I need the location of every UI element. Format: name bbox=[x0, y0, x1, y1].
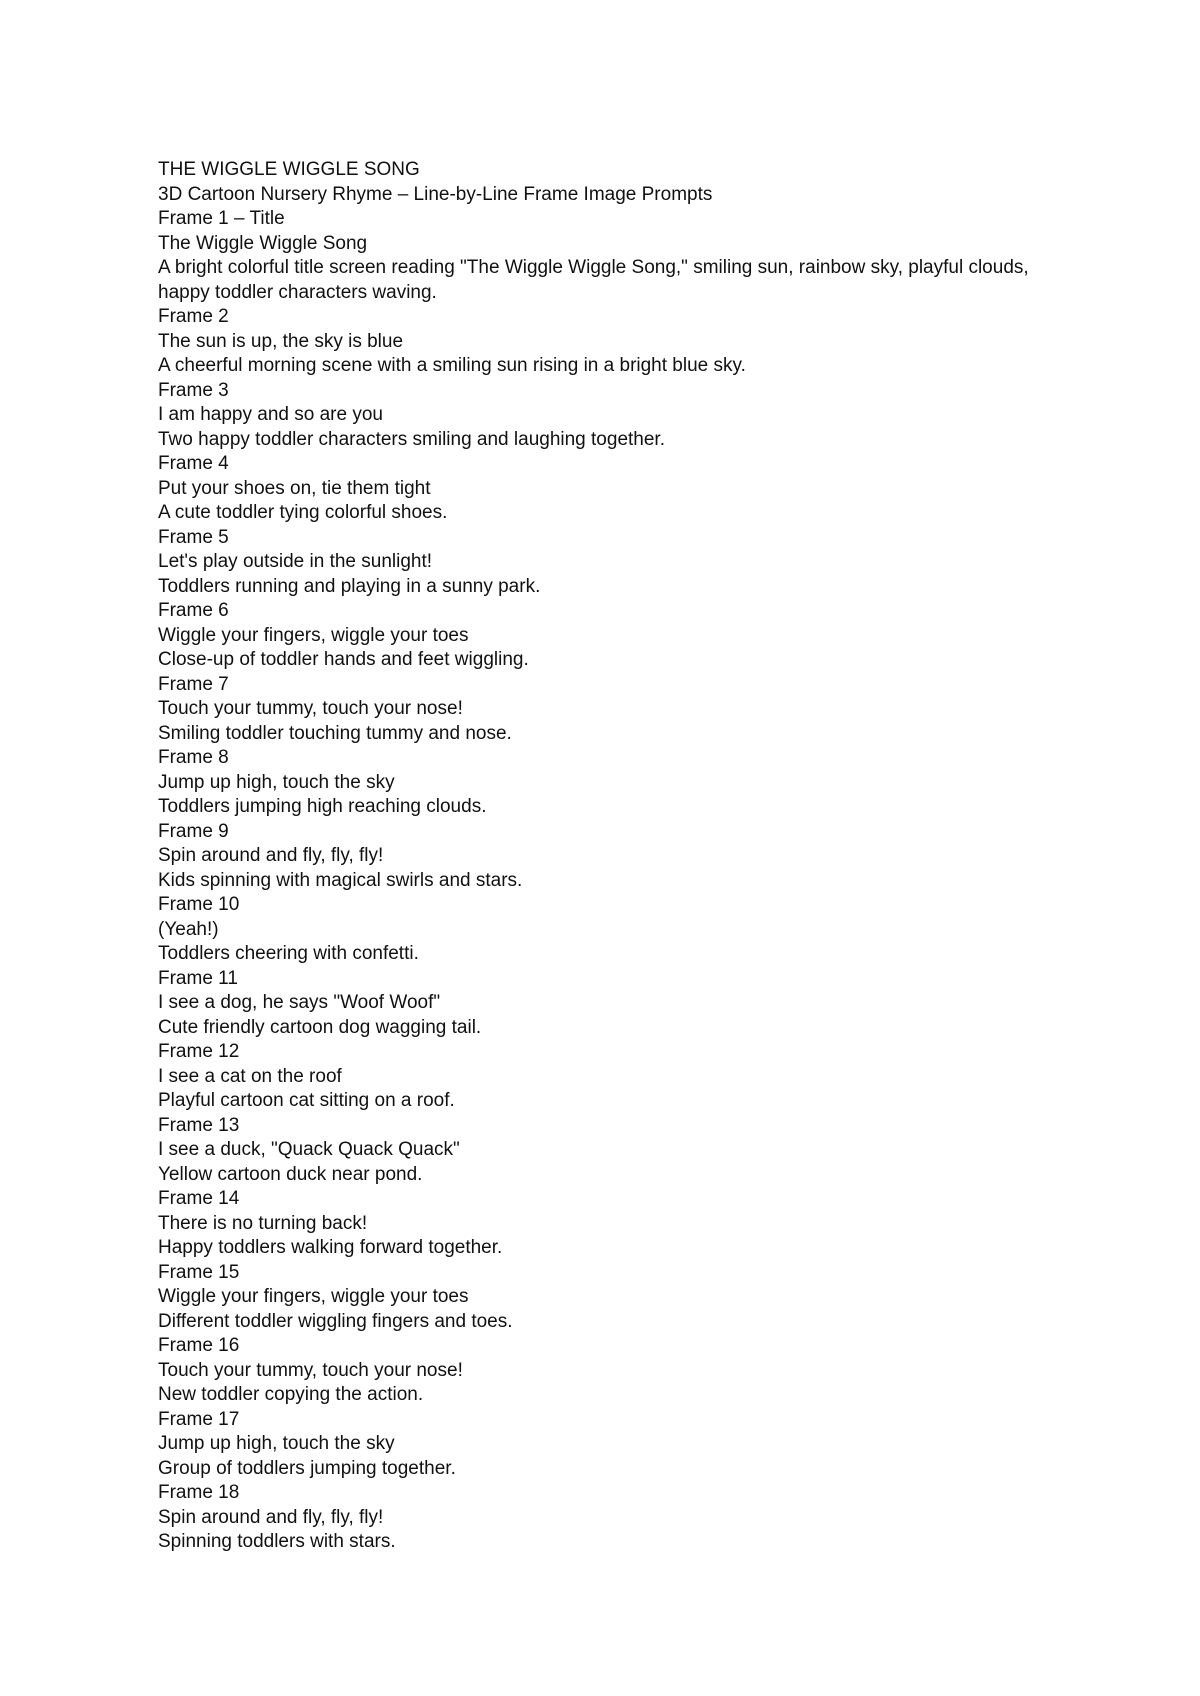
frame-heading: Frame 12 bbox=[158, 1041, 240, 1062]
frame-prompt: Close-up of toddler hands and feet wiggling. bbox=[158, 649, 529, 670]
frame-10 bbox=[158, 893, 1058, 967]
frame-lyric: Put your shoes on, tie them tight bbox=[158, 477, 431, 499]
frame-heading: Frame 11 bbox=[158, 967, 238, 989]
frame-18 bbox=[158, 1481, 1058, 1555]
frame-heading: Frame 16 bbox=[158, 1335, 240, 1356]
frame-prompt: Happy toddlers walking forward together. bbox=[158, 1237, 503, 1258]
frame-heading: Frame 3 bbox=[158, 379, 229, 401]
frame-prompt: Playful cartoon cat sitting on a roof. bbox=[158, 1090, 455, 1111]
frame-heading: Frame 6 bbox=[158, 600, 229, 621]
frame-prompt: Two happy toddler characters smiling and laughing together. bbox=[158, 428, 665, 450]
frame-heading: Frame 2 bbox=[158, 306, 229, 327]
frame-prompt: Toddlers jumping high reaching clouds. bbox=[158, 796, 487, 817]
frame-prompt: Different toddler wiggling fingers and toes. bbox=[158, 1310, 513, 1332]
frame-prompt: A bright colorful title screen reading "The Wiggle Wiggle Song," smiling sun, rainbow sky, playful clouds, happy toddler characters waving. bbox=[158, 257, 1029, 303]
frame-16 bbox=[158, 1334, 1058, 1408]
frame-14 bbox=[158, 1187, 1058, 1261]
frame-lyric: Spin around and fly, fly, fly! bbox=[158, 1506, 384, 1528]
frame-prompt: A cute toddler tying colorful shoes. bbox=[158, 502, 448, 523]
frame-prompt: Toddlers running and playing in a sunny park. bbox=[158, 575, 541, 597]
frame-4 bbox=[158, 452, 1058, 526]
frame-13 bbox=[158, 1114, 1058, 1188]
frame-lyric: Jump up high, touch the sky bbox=[158, 1433, 395, 1454]
frame-heading: Frame 5 bbox=[158, 526, 229, 548]
frame-heading: Frame 14 bbox=[158, 1188, 240, 1209]
frame-heading: Frame 4 bbox=[158, 453, 229, 474]
frame-5 bbox=[158, 526, 1058, 600]
frame-lyric: I see a duck, "Quack Quack Quack" bbox=[158, 1139, 460, 1160]
frame-lyric: The sun is up, the sky is blue bbox=[158, 330, 404, 352]
frame-prompt: Cute friendly cartoon dog wagging tail. bbox=[158, 1016, 482, 1038]
frame-7 bbox=[158, 673, 1058, 747]
frame-lyric: I see a dog, he says "Woof Woof" bbox=[158, 992, 441, 1013]
frame-lyric: Touch your tummy, touch your nose! bbox=[158, 698, 463, 719]
frame-heading: Frame 9 bbox=[158, 820, 229, 842]
frame-12 bbox=[158, 1040, 1058, 1114]
frame-heading: Frame 13 bbox=[158, 1114, 240, 1136]
frame-lyric: The Wiggle Wiggle Song bbox=[158, 232, 368, 254]
frame-heading: Frame 8 bbox=[158, 747, 229, 768]
document-body bbox=[158, 158, 1058, 1555]
frame-lyric: Let's play outside in the sunlight! bbox=[158, 551, 433, 572]
frame-lyric: I see a cat on the roof bbox=[158, 1065, 342, 1087]
document-title: THE WIGGLE WIGGLE SONG bbox=[158, 159, 420, 180]
frame-heading: Frame 10 bbox=[158, 894, 240, 915]
frame-prompt: Spinning toddlers with stars. bbox=[158, 1531, 396, 1552]
document-subtitle: 3D Cartoon Nursery Rhyme – Line-by-Line Frame Image Prompts bbox=[158, 183, 713, 205]
frame-lyric: Touch your tummy, touch your nose! bbox=[158, 1359, 463, 1381]
frame-prompt: New toddler copying the action. bbox=[158, 1384, 424, 1405]
frame-heading: Frame 18 bbox=[158, 1482, 240, 1503]
frame-prompt: Toddlers cheering with confetti. bbox=[158, 943, 419, 964]
frame-lyric: Wiggle your fingers, wiggle your toes bbox=[158, 624, 469, 646]
frame-lyric: Wiggle your fingers, wiggle your toes bbox=[158, 1286, 469, 1307]
frame-prompt: Yellow cartoon duck near pond. bbox=[158, 1163, 423, 1185]
frame-2 bbox=[158, 305, 1058, 379]
frame-9 bbox=[158, 820, 1058, 894]
frame-15 bbox=[158, 1261, 1058, 1335]
frame-lyric: Jump up high, touch the sky bbox=[158, 771, 395, 793]
frame-lyric: (Yeah!) bbox=[158, 918, 219, 940]
frame-8 bbox=[158, 746, 1058, 820]
frame-6 bbox=[158, 599, 1058, 673]
frame-lyric: There is no turning back! bbox=[158, 1212, 368, 1234]
frame-heading: Frame 1 – Title bbox=[158, 208, 285, 229]
frame-11 bbox=[158, 967, 1058, 1041]
frame-heading: Frame 17 bbox=[158, 1408, 240, 1430]
frame-lyric: Spin around and fly, fly, fly! bbox=[158, 845, 384, 866]
frame-17 bbox=[158, 1408, 1058, 1482]
frame-heading: Frame 15 bbox=[158, 1261, 240, 1283]
frame-prompt: A cheerful morning scene with a smiling sun rising in a bright blue sky. bbox=[158, 355, 746, 376]
frame-prompt: Smiling toddler touching tummy and nose. bbox=[158, 722, 512, 744]
frame-heading: Frame 7 bbox=[158, 673, 229, 695]
frame-prompt: Kids spinning with magical swirls and stars. bbox=[158, 869, 523, 891]
frame-prompt: Group of toddlers jumping together. bbox=[158, 1457, 456, 1479]
frame-lyric: I am happy and so are you bbox=[158, 404, 383, 425]
frame-1 bbox=[158, 207, 1058, 305]
frame-3 bbox=[158, 379, 1058, 453]
